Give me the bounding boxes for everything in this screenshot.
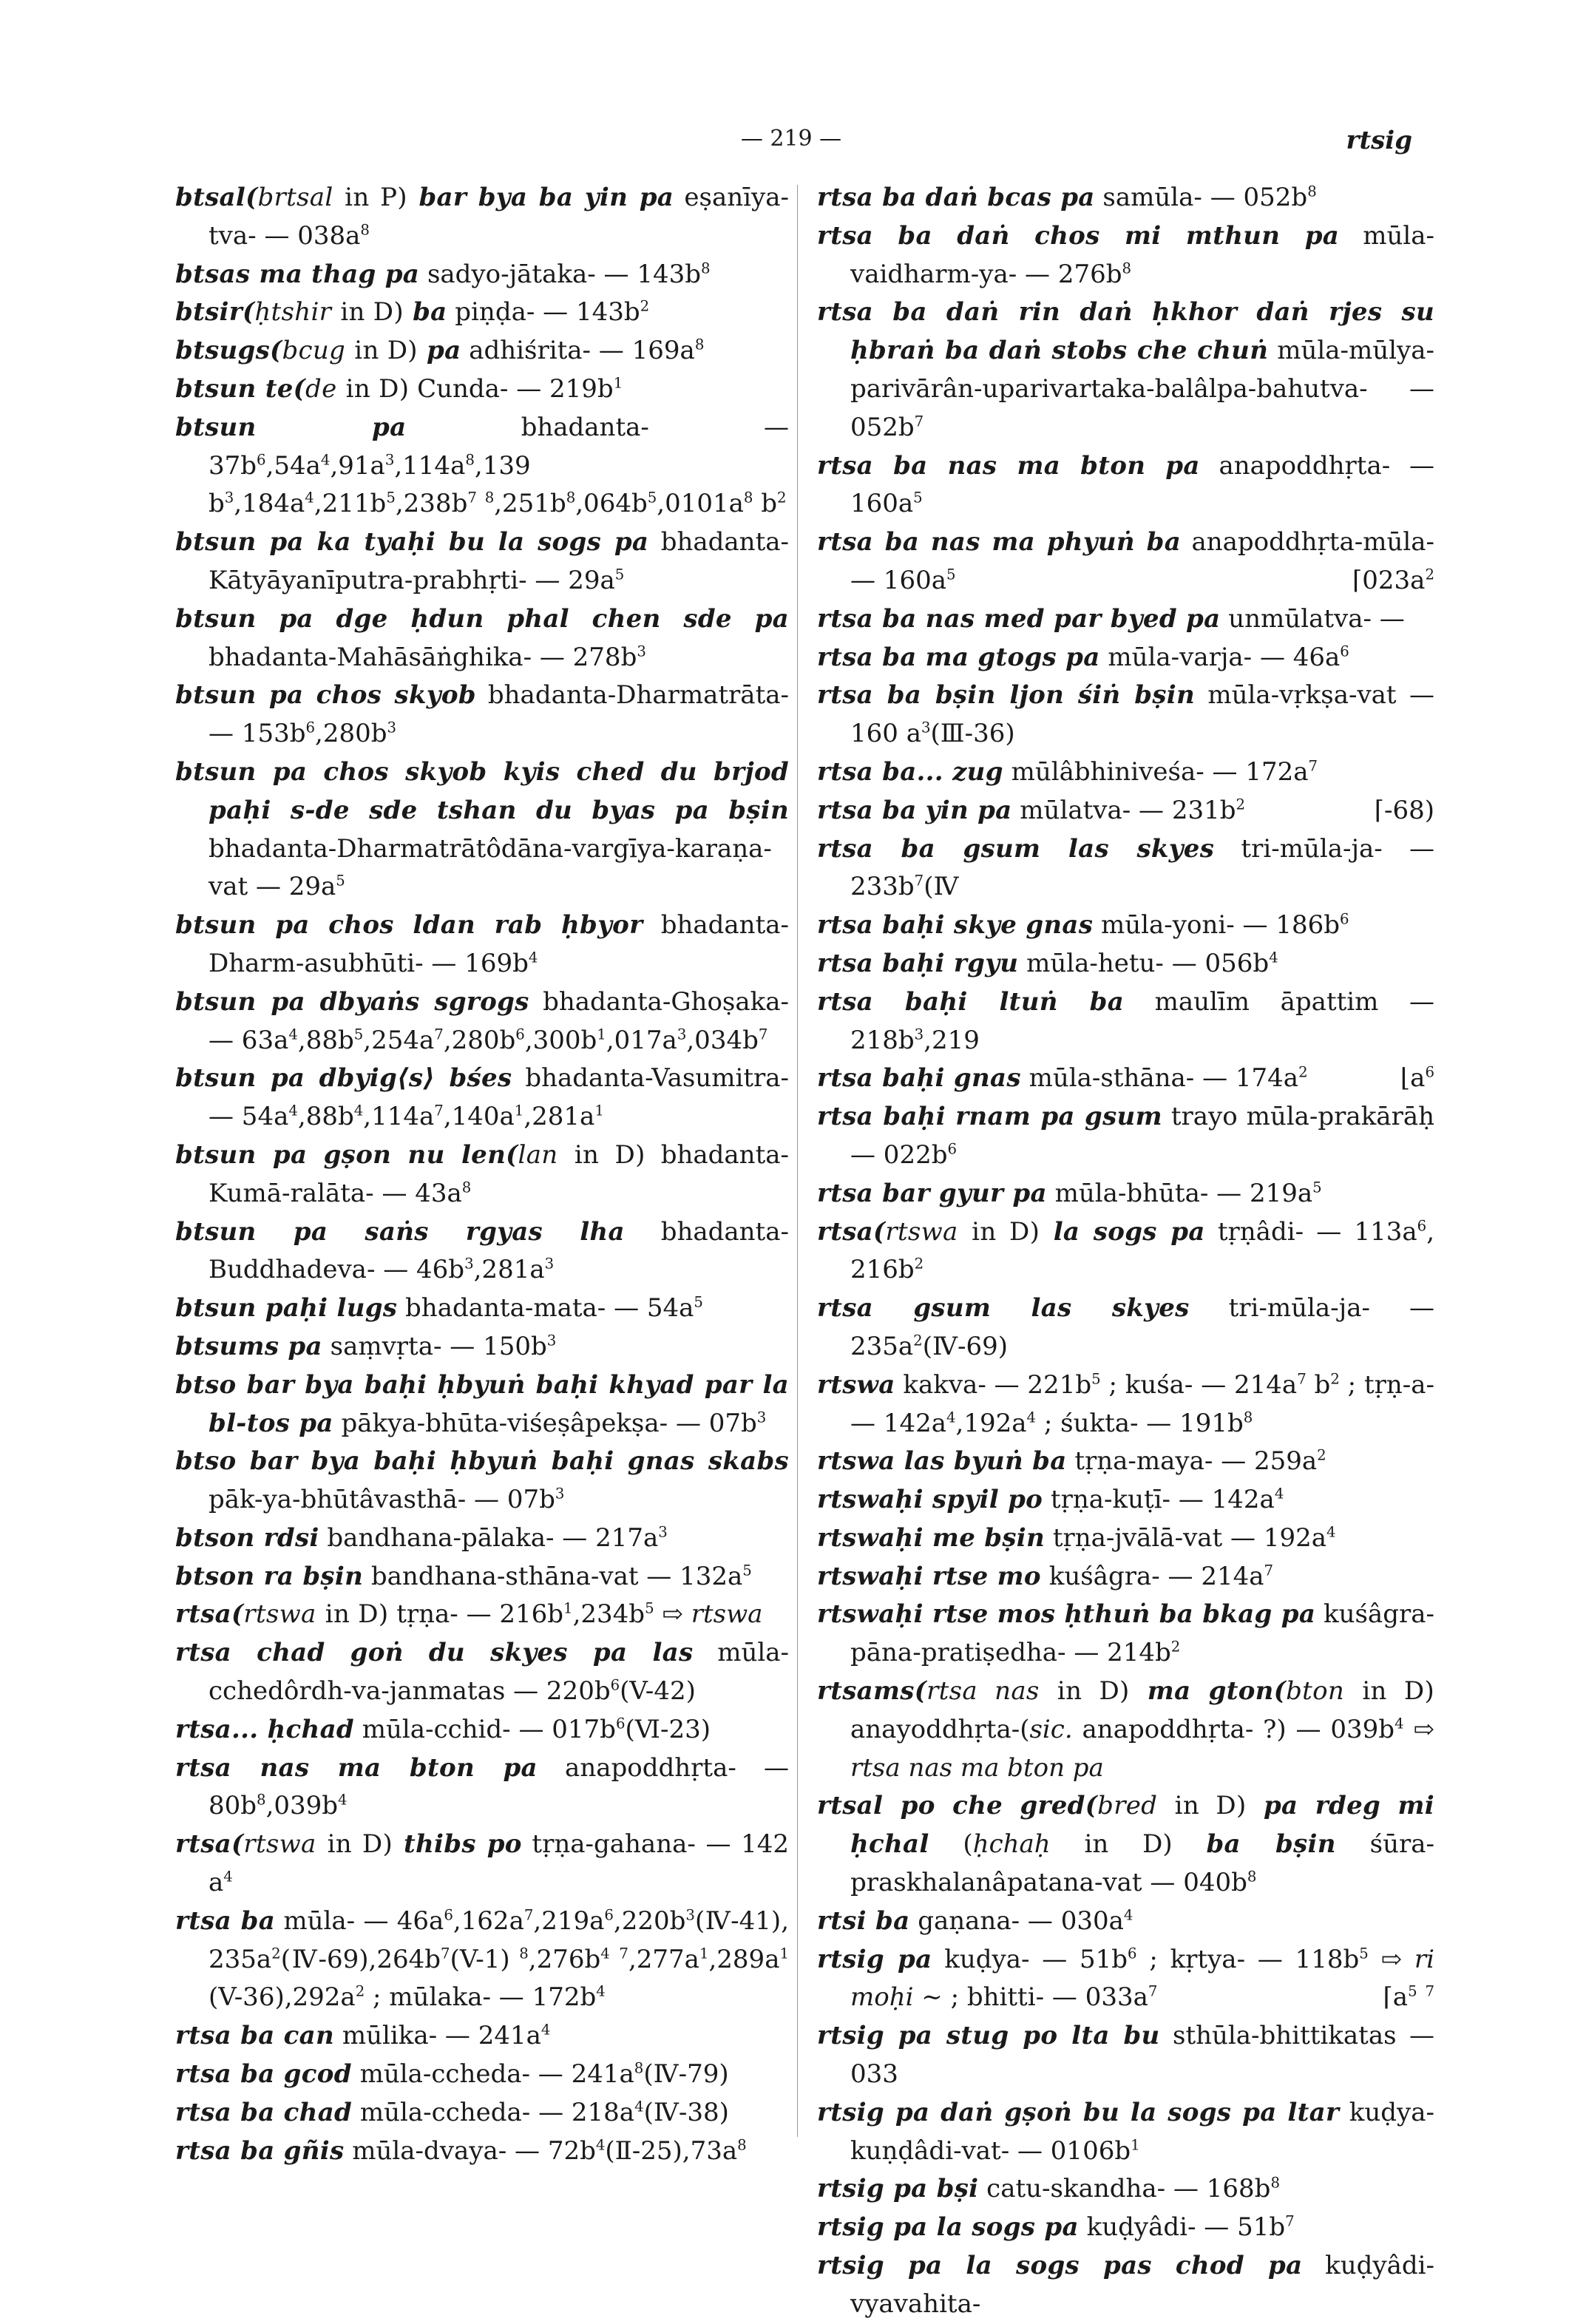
dictionary-entry: btsums pa saṃvṛta- — $150b^3$	[175, 1331, 557, 1361]
dictionary-entry: rtsa baḥi ltuṅ ba maulīm āpattim — $218b^3,219$	[817, 986, 1434, 1055]
dictionary-entry: btsun pa chos skyob bhadanta-Dharmatrāta- — $153b^6,280b^3$	[175, 680, 789, 749]
dictionary-entry: rtsa ba yin pa mūlatva- — $231b^2$ ⌈-68)	[817, 795, 1434, 825]
dictionary-entry: rtsams(rtsa nas in D) ma gton(bton in D) anayoddhṛta-(sic. anapoddhṛta- ?) — $039b^4$ ⇨ rtsa nas ma bton pa	[817, 1676, 1435, 1783]
dictionary-entry: rtsig pa la sogs pa kuḍyâdi- — $51b^7$	[817, 2212, 1295, 2243]
dictionary-entry: rtsa... ḥchad mūla-cchid- — $017b^6(Ⅵ-23)$	[175, 1714, 711, 1744]
dictionary-entry: btsun pa ka tyaḥi bu la sogs pa bhadanta-Kātyāyanīputra-prabhṛti- — $29a^5$	[175, 527, 789, 595]
dictionary-entry: rtsa ba... zug mūlâbhiniveśa- — $172a^7$	[817, 756, 1318, 787]
dictionary-entry: rtsa baḥi skye gnas mūla-yoni- — $186b^6$	[817, 910, 1349, 941]
dictionary-entry: rtswaḥi rtse mo kuśâgra- — $214a^7$	[817, 1561, 1274, 1591]
dictionary-entry: rtsal po che gred(bred in D) pa rdeg mi ḥchal (ḥchaḥ in D) ba bṣin śūra-praskhalanâpatana-vat — $040b^8$	[817, 1791, 1434, 1898]
dictionary-entry: btso bar bya baḥi ḥbyuṅ baḥi khyad par la bl-tos pa pākya-bhūta-viśeṣâpekṣa- — $07b^3$	[175, 1369, 789, 1438]
dictionary-entry: rtswa las byuṅ ba tṛṇa-maya- — $259a^2$	[817, 1446, 1326, 1477]
dictionary-entry: rtsa ba mūla- — $46a^6,162a^7,219a^6,220b^3(Ⅳ-41)$, $235a^2(Ⅳ-69),264b^7(V-1)$ $^8,276b^4$ $^7,277a^1,289a^1$ $(V-36),292a^2$ ; mūlaka- — $172b^4$	[175, 1905, 790, 2013]
dictionary-entry: rtsa baḥi rnam pa gsum trayo mūla-prakārāḥ — $022b^6$	[817, 1102, 1434, 1170]
dictionary-entry: rtsa ba gñis mūla-dvaya- — $72b^4(Ⅱ-25),73a^8$	[175, 2135, 747, 2166]
dictionary-entry: rtsig pa daṅ gṣoṅ bu la sogs pa ltar kuḍya-kuṇḍâdi-vat- — $0106b^1$	[817, 2097, 1434, 2166]
dictionary-entry: rtsa nas ma bton pa anapoddhṛta- — $80b^8,039b^4$	[175, 1752, 789, 1821]
dictionary-entry: rtsa chad goṅ du skyes pa las mūla-cchedôrdh-va-janmatas — $220b^6(V-42)$	[175, 1638, 789, 1707]
dictionary-entry: rtsig pa stug po lta bu sthūla-bhittikatas — 033	[817, 2021, 1434, 2090]
dictionary-entry: rtsa ba nas ma bton pa anapoddhṛta- — $160a^5$	[817, 450, 1434, 519]
dictionary-entry: btsun pa gṣon nu len(lan in D) bhadanta-Kumā-ralāta- — $43a^8$	[175, 1139, 789, 1208]
dictionary-entry: rtsa ba daṅ bcas pa samūla- — $052b^8$	[817, 183, 1317, 212]
dictionary-entry: rtsa ba daṅ chos mi mthun pa mūla-vaidharm-ya- — $276b^8$	[817, 220, 1434, 289]
dictionary-entry: rtsi ba gaṇana- — $030a^4$	[817, 1905, 1133, 1936]
dictionary-entry: rtsa ba nas ma phyuṅ ba anapoddhṛta-mūla- — $160a^5$ $⌈023a^2$	[817, 527, 1434, 595]
dictionary-entry: btsun pa dge ḥdun phal chen sde pa bhadanta-Mahāsāṅghika- — $278b^3$	[175, 603, 789, 672]
dictionary-entry: btsun pa saṅs rgyas lha bhadanta-Buddhadeva- — $46b^3,281a^3$	[175, 1216, 789, 1285]
dictionary-entry: btsun pa dbyaṅs sgrogs bhadanta-Ghoṣaka- — $63a^4,88b^5,254a^7,280b^6,300b^1,017a^3,034b^7$	[175, 986, 790, 1055]
dictionary-entry: btsun pa bhadanta- — $37b^6,54a^4,91a^3,114a^8,139$ $b^3,184a^4,211b^5,238b^7$ $^8,251b^8,064b^5,0101a^8$ $b^2$	[175, 412, 789, 519]
dictionary-entry: rtsa(rtswa in D) tṛṇa- — $216b^1,234b^5$ ⇨ rtswa	[175, 1599, 763, 1630]
dictionary-entry: rtsig pa la sogs pas chod pa kuḍyâdi-vyavahita-	[817, 2251, 1434, 2319]
dictionary-entry: btsun paḥi lugs bhadanta-mata- — $54a^5$	[175, 1293, 703, 1324]
dictionary-entry: btso bar bya baḥi ḥbyuṅ baḥi gnas skabs pāk-ya-bhūtâvasthā- — $07b^3$	[175, 1446, 789, 1515]
dictionary-entry: rtsa ba chad mūla-ccheda- — $218a^4(Ⅳ-38)$	[175, 2097, 729, 2127]
dictionary-entry: rtsa ba can mūlika- — $241a^4$	[175, 2021, 551, 2051]
dictionary-entry: rtsa ba bṣin ljon śiṅ bṣin mūla-vṛkṣa-vat — 160 $a^3(Ⅲ-36)$	[817, 680, 1434, 749]
dictionary-entry: rtsa gsum las skyes tri-mūla-ja- — $235a^2(Ⅳ-69)$	[817, 1293, 1434, 1361]
dictionary-entry: btsir(ḥtshir in D) ba piṇḍa- — $143b^2$	[175, 297, 650, 328]
dictionary-entry: rtsa(rtswa in D) thibs po tṛṇa-gahana- — 142 $a^4$	[175, 1829, 790, 1898]
dictionary-entry: rtsa ba gcod mūla-ccheda- — $241a^8(Ⅳ-79)$	[175, 2059, 729, 2090]
column-divider	[797, 185, 798, 2137]
dictionary-entry: rtsig pa kuḍya- — $51b^6$ ; kṛtya- — $118b^5$ ⇨ ri moḥi ∼ ; bhitti- — $033a^7$ $⌈a^5$ $^7$	[817, 1944, 1434, 2013]
running-head: rtsig	[1346, 126, 1412, 155]
dictionary-entry: rtsa baḥi gnas mūla-sthāna- — $174a^2$ $⌊a^6$	[817, 1063, 1434, 1094]
dictionary-entry: btsugs(bcug in D) pa adhiśrita- — $169a^8$	[175, 336, 705, 366]
dictionary-entry: btsun pa chos skyob kyis ched du brjod paḥi s-de sde tshan du byas pa bṣin bhadanta-Dharmatrātôdāna-vargīya-karaṇa-vat — $29a^5$	[175, 756, 789, 902]
dictionary-entry: btsas ma thag pa sadyo-jātaka- — $143b^8$	[175, 259, 711, 289]
dictionary-entry: rtswaḥi rtse mos ḥthuṅ ba bkag pa kuśâgra-pāna-pratiṣedha- — $214b^2$	[817, 1599, 1434, 1668]
right-column	[817, 179, 1434, 2324]
dictionary-entry: btson ra bṣin bandhana-sthāna-vat — $132a^5$	[175, 1561, 752, 1591]
dictionary-entry: rtsa(rtswa in D) la sogs pa tṛṇâdi- — $113a^6$, $216b^2$	[817, 1216, 1434, 1285]
left-column	[175, 179, 789, 2170]
dictionary-entry: rtsig pa bṣi catu-skandha- — $168b^8$	[817, 2174, 1280, 2204]
dictionary-entry: rtsa bar gyur pa mūla-bhūta- — $219a^5$	[817, 1178, 1322, 1208]
dictionary-entry: btsal(brtsal in P) bar bya ba yin pa eṣanīya-tva- — $038a^8$	[175, 183, 789, 251]
dictionary-entry: rtsa ba ma gtogs pa mūla-varja- — $46a^6$	[817, 642, 1349, 672]
dictionary-entry: rtsa ba daṅ rin daṅ ḥkhor daṅ rjes su ḥbraṅ ba daṅ stobs che chuṅ mūla-mūlya-parivārân-uparivartaka-balâlpa-bahutva- — $052b^7$	[817, 297, 1434, 442]
dictionary-entry: btsun te(de in D) Cunda- — $219b^1$	[175, 373, 623, 404]
dictionary-entry: rtsa baḥi rgyu mūla-hetu- — $056b^4$	[817, 948, 1278, 978]
dictionary-entry: btsun pa chos ldan rab ḥbyor bhadanta-Dharm-asubhūti- — $169b^4$	[175, 910, 789, 978]
dictionary-entry: rtswaḥi me bṣin tṛṇa-jvālā-vat — $192a^4$	[817, 1522, 1336, 1553]
dictionary-entry: rtswa kakva- — $221b^5$ ; kuśa- — $214a^7$ $b^2$ ; tṛṇ-a- — $142a^4,192a^4$ ; śukta- — $191b^8$	[817, 1369, 1435, 1438]
dictionary-entry: btsun pa dbyig⟨s⟩ bśes bhadanta-Vasumitra- — $54a^4,88b^4,114a^7,140a^1,281a^1$	[175, 1063, 789, 1132]
dictionary-entry: rtswaḥi spyil po tṛṇa-kuṭī- — $142a^4$	[817, 1485, 1284, 1515]
page-number: — 219 —	[740, 126, 842, 152]
dictionary-entry: rtsa ba gsum las skyes tri-mūla-ja- — $233b^7(Ⅳ$	[817, 833, 1435, 902]
dictionary-entry: btson rdsi bandhana-pālaka- — $217a^3$	[175, 1522, 668, 1553]
dictionary-entry: rtsa ba nas med par byed pa unmūlatva- —	[817, 603, 1405, 634]
